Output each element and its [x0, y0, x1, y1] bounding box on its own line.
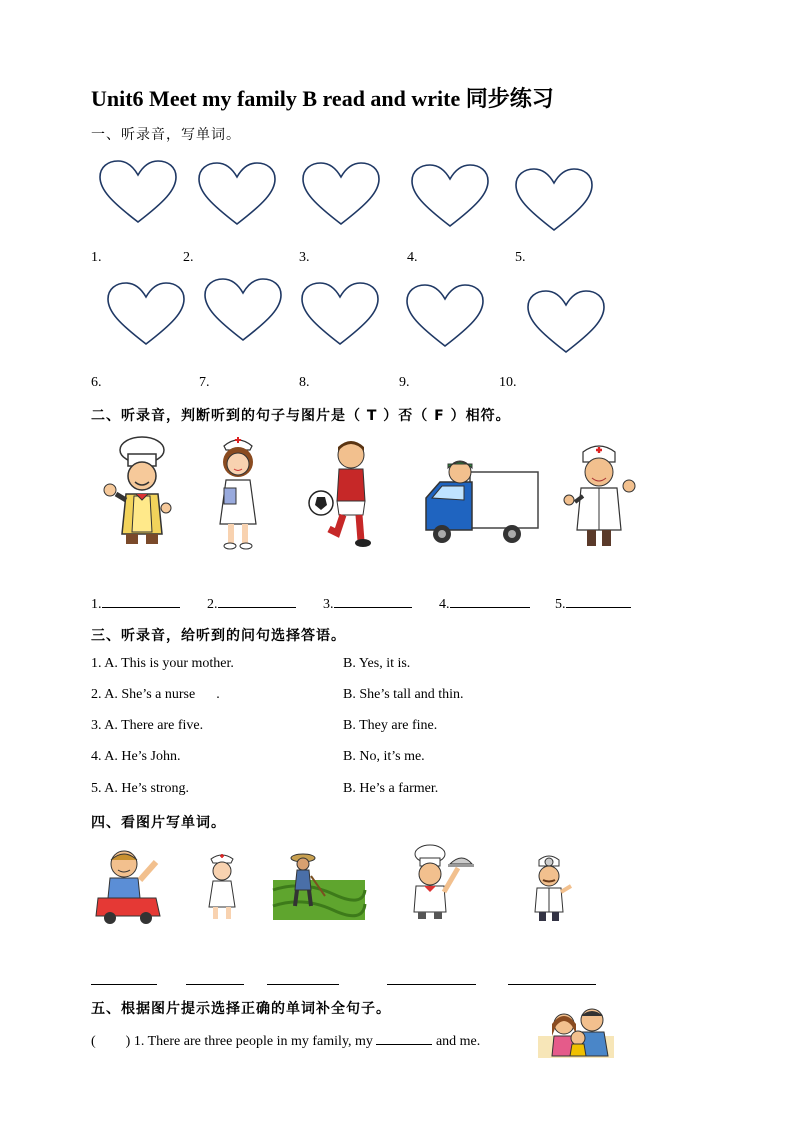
section-2-answer-5[interactable]	[555, 593, 631, 613]
heart-number-9: 9.	[399, 375, 410, 390]
answer-blank[interactable]	[450, 593, 530, 608]
word-answer-line-2[interactable]	[186, 984, 244, 985]
question-2-option-a[interactable]: 2. A. She’s a nurse .	[91, 687, 220, 702]
football-player-picture	[307, 437, 383, 549]
family-picture	[538, 1006, 614, 1058]
heart-answer-box-8[interactable]	[300, 282, 380, 346]
farmer-picture	[273, 850, 365, 920]
section-2-heading: 二、听录音，判断听到的句子与图片是（ T ）否（ F ）相符。	[91, 408, 511, 424]
heart-answer-box-7[interactable]	[203, 278, 283, 342]
question-text: 1. There are three people in my family, my	[133, 1034, 373, 1049]
word-answer-line-3[interactable]	[267, 984, 339, 985]
question-3-option-b[interactable]: B. They are fine.	[343, 718, 438, 733]
answer-blank[interactable]	[102, 593, 180, 608]
question-end-text: and me.	[435, 1034, 481, 1049]
heart-number-6: 6.	[91, 375, 102, 390]
heart-answer-box-10[interactable]	[526, 290, 606, 354]
heart-answer-box-1[interactable]	[98, 160, 178, 224]
section-4-heading: 四、看图片写单词。	[91, 815, 226, 831]
nurse-picture-small	[203, 851, 241, 921]
truck-driver-picture	[420, 458, 540, 548]
question-2-option-b[interactable]: B. She’s tall and thin.	[343, 687, 464, 702]
chef-picture	[98, 434, 174, 548]
heart-number-3: 3.	[299, 250, 310, 265]
section-3-heading: 三、听录音，给听到的问句选择答语。	[91, 628, 346, 644]
answer-number: 2.	[207, 597, 218, 612]
section-5-heading: 五、根据图片提示选择正确的单词补全句子。	[91, 1001, 391, 1017]
page-title: Unit6 Meet my family B read and write 同步练习	[91, 86, 554, 111]
section-2-answer-2[interactable]	[207, 593, 296, 613]
question-4-option-b[interactable]: B. No, it’s me.	[343, 749, 425, 764]
doctor-picture	[561, 442, 637, 552]
answer-number: 1.	[91, 597, 102, 612]
answer-blank[interactable]	[334, 593, 412, 608]
section-2-answer-1[interactable]	[91, 593, 180, 613]
heart-answer-box-6[interactable]	[106, 282, 186, 346]
heart-number-8: 8.	[299, 375, 310, 390]
heart-answer-box-3[interactable]	[301, 162, 381, 226]
nurse-picture	[210, 432, 266, 552]
question-4-option-a[interactable]: 4. A. He’s John.	[91, 749, 181, 764]
section-2-answer-3[interactable]	[323, 593, 412, 613]
section-1-heading: 一、听录音，写单词。	[91, 127, 241, 143]
driver-picture	[96, 846, 162, 924]
section-2-answer-4[interactable]	[439, 593, 530, 613]
answer-number: 5.	[555, 597, 566, 612]
question-1-option-b[interactable]: B. Yes, it is.	[343, 656, 411, 671]
heart-number-1: 1.	[91, 250, 102, 265]
answer-number: 3.	[323, 597, 334, 612]
question-1-option-a[interactable]: 1. A. This is your mother.	[91, 656, 234, 671]
heart-answer-box-5[interactable]	[514, 168, 594, 232]
heart-answer-box-2[interactable]	[197, 162, 277, 226]
heart-number-2: 2.	[183, 250, 194, 265]
heart-answer-box-9[interactable]	[405, 284, 485, 348]
fill-blank[interactable]	[376, 1030, 432, 1045]
heart-number-10: 10.	[499, 375, 517, 390]
fill-question-1	[91, 1030, 480, 1050]
word-answer-line-5[interactable]	[508, 984, 596, 985]
cook-picture	[404, 844, 474, 920]
heart-number-7: 7.	[199, 375, 210, 390]
question-5-option-a[interactable]: 5. A. He’s strong.	[91, 781, 189, 796]
heart-number-5: 5.	[515, 250, 526, 265]
answer-blank[interactable]	[566, 593, 631, 608]
answer-paren-open[interactable]: (	[91, 1034, 96, 1049]
answer-blank[interactable]	[218, 593, 296, 608]
answer-number: 4.	[439, 597, 450, 612]
question-5-option-b[interactable]: B. He’s a farmer.	[343, 781, 439, 796]
word-answer-line-4[interactable]	[387, 984, 476, 985]
answer-paren-close[interactable]: )	[125, 1034, 131, 1049]
heart-answer-box-4[interactable]	[410, 164, 490, 228]
word-answer-line-1[interactable]	[91, 984, 157, 985]
question-3-option-a[interactable]: 3. A. There are five.	[91, 718, 204, 733]
doctor-picture-small	[527, 852, 575, 922]
heart-number-4: 4.	[407, 250, 418, 265]
